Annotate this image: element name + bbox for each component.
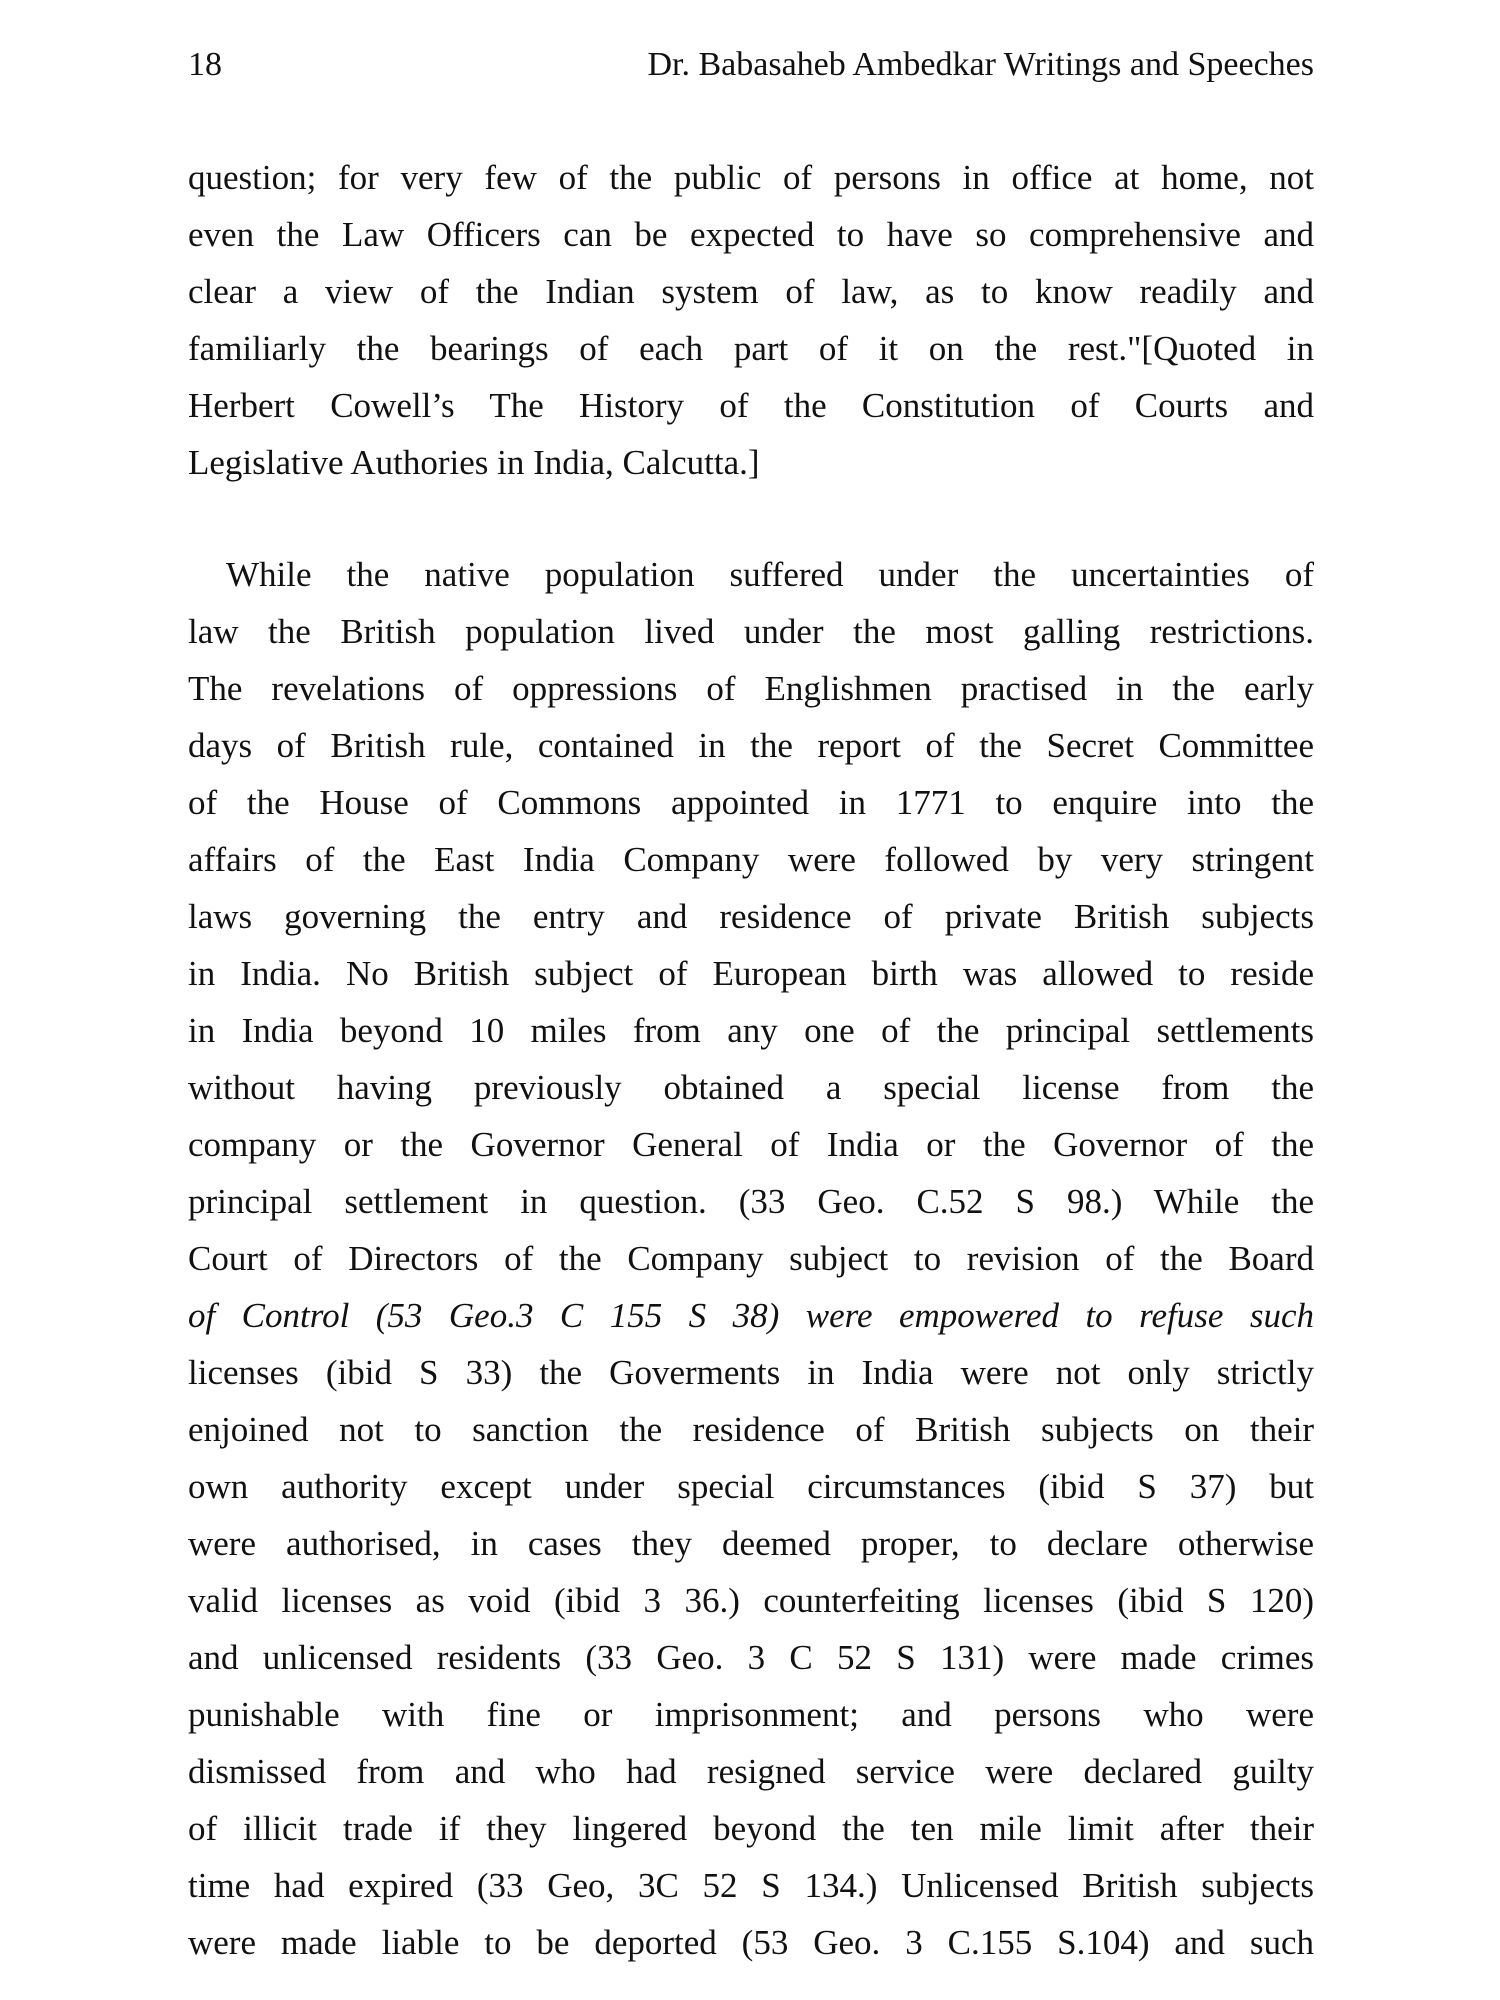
page-number: 18 [188, 46, 222, 83]
text-line: even the Law Officers can be expected to have so comprehensive and [188, 215, 1314, 254]
text-line: and unlicensed residents (33 Geo. 3 C 52 S 131) were made crimes [188, 1638, 1314, 1677]
text-line: were authorised, in cases they deemed proper, to declare otherwise [188, 1524, 1314, 1563]
text-line: affairs of the East India Company were followed by very stringent [188, 840, 1314, 879]
text-line: familiarly the bearings of each part of it on the rest."[Quoted in [188, 329, 1314, 368]
text-line: principal settlement in question. (33 Geo. C.52 S 98.) While the [188, 1182, 1314, 1221]
text-line: licenses (ibid S 33) the Goverments in India were not only strictly [188, 1353, 1314, 1392]
text-line: Herbert Cowell’s The History of the Constitution of Courts and [188, 386, 1314, 425]
text-line: in India beyond 10 miles from any one of the principal settlements [188, 1011, 1314, 1050]
quotation-continuation [188, 149, 1314, 491]
text-line: time had expired (33 Geo, 3C 52 S 134.) Unlicensed British subjects [188, 1866, 1314, 1905]
text-line: The revelations of oppressions of Englishmen practised in the early [188, 669, 1314, 708]
text-line: question; for very few of the public of persons in office at home, not [188, 158, 1314, 197]
text-line: clear a view of the Indian system of law, as to know readily and [188, 272, 1314, 311]
text-line: of Control (53 Geo.3 C 155 S 38) were empowered to refuse such [188, 1296, 1314, 1335]
text-line: While the native population suffered under the uncertainties of [226, 555, 1314, 594]
text-line: Court of Directors of the Company subject to revision of the Board [188, 1239, 1314, 1278]
book-title: Dr. Babasaheb Ambedkar Writings and Speeches [647, 46, 1314, 83]
text-line: valid licenses as void (ibid 3 36.) counterfeiting licenses (ibid S 120) [188, 1581, 1314, 1620]
text-line: punishable with fine or imprisonment; and persons who were [188, 1695, 1314, 1734]
text-line: dismissed from and who had resigned service were declared guilty [188, 1752, 1314, 1791]
running-header [188, 40, 1314, 90]
text-line: in India. No British subject of European birth was allowed to reside [188, 954, 1314, 993]
body-paragraph [188, 546, 1314, 1971]
text-line: company or the Governor General of India or the Governor of the [188, 1125, 1314, 1164]
text-line: enjoined not to sanction the residence of British subjects on their [188, 1410, 1314, 1449]
text-line: laws governing the entry and residence of private British subjects [188, 897, 1314, 936]
text-line: own authority except under special circumstances (ibid S 37) but [188, 1467, 1314, 1506]
text-line: without having previously obtained a special license from the [188, 1068, 1314, 1107]
text-line: were made liable to be deported (53 Geo. 3 C.155 S.104) and such [188, 1923, 1314, 1962]
text-line: days of British rule, contained in the report of the Secret Committee [188, 726, 1314, 765]
text-line: of the House of Commons appointed in 1771 to enquire into the [188, 783, 1314, 822]
text-line: of illicit trade if they lingered beyond the ten mile limit after their [188, 1809, 1314, 1848]
text-line: Legislative Authories in India, Calcutta.] [188, 443, 760, 482]
text-line: law the British population lived under the most galling restrictions. [188, 612, 1314, 651]
